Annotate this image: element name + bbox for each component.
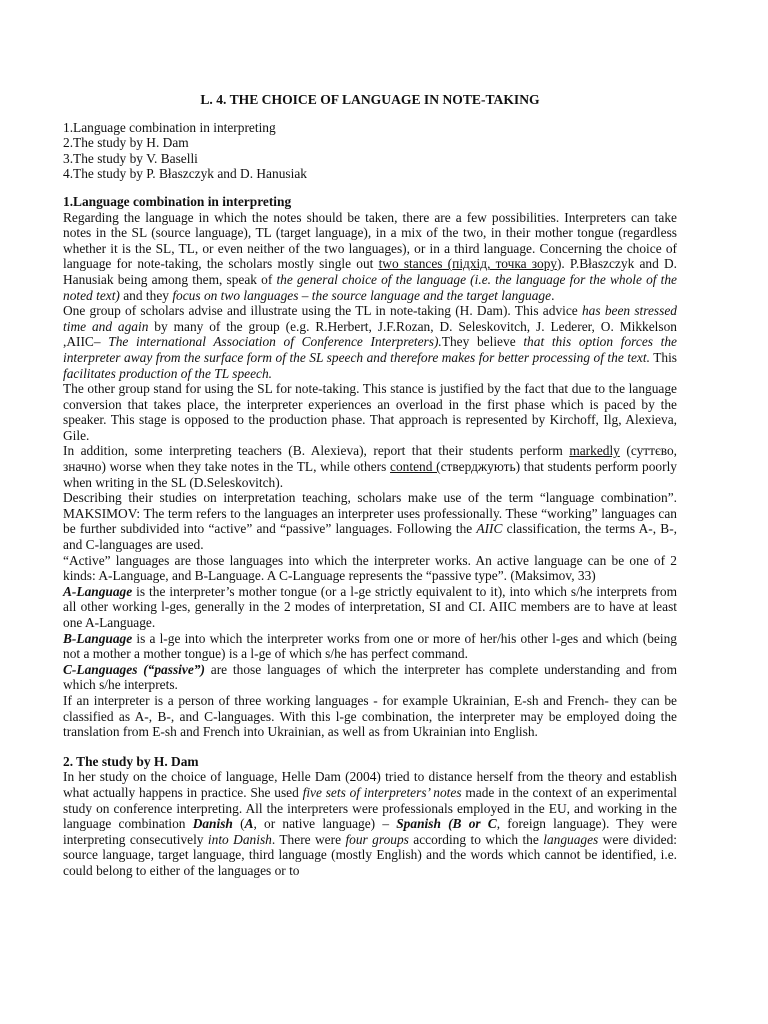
underlined-text: підхід, точка зору bbox=[452, 256, 557, 272]
paragraph bbox=[63, 584, 677, 631]
bold-italic-text: Danish bbox=[192, 816, 233, 832]
term-heading: C-Languages (“passive”) bbox=[63, 661, 205, 677]
underlined-text: markedly bbox=[569, 443, 620, 459]
toc-item: 2.The study by H. Dam bbox=[63, 135, 189, 151]
paragraph bbox=[63, 631, 677, 662]
document-page bbox=[63, 92, 677, 879]
text-run: by many of the group (e.g. R.Herbert, J.F.Rozan, D. Seleskovitch, J. Lederer, O. Mikkelson ,AIIC– bbox=[63, 318, 677, 350]
page-title: L. 4. THE CHOICE OF LANGUAGE IN NOTE-TAKING bbox=[200, 92, 540, 107]
italic-text: the general choice of the language (i.e. the language for the whole of the noted text) bbox=[63, 271, 678, 303]
paragraph: If an interpreter is a person of three working languages - for example Ukrainian, E-sh and French- they can be classified as A-, B-, and C-languages. With this l-ge combination, the interpreter may be employed doing the translation from E-sh and French into Ukrainian, as well as from Ukrainian into English. bbox=[63, 692, 677, 740]
text-run: . There were bbox=[271, 831, 346, 847]
italic-text: AIIC bbox=[476, 521, 503, 537]
paragraph bbox=[63, 662, 677, 693]
paragraph bbox=[63, 769, 677, 878]
italic-text: five sets of interpreters’ notes bbox=[302, 784, 462, 800]
italic-text: facilitates production of the TL speech. bbox=[63, 365, 273, 381]
text-run: were divided: source language, target language, third language (mostly English) and the words which cannot be identified, i.e. could belong to either of the languages or to bbox=[63, 831, 677, 878]
table-of-contents bbox=[63, 120, 677, 182]
text-run: They believe bbox=[441, 334, 524, 350]
text-run: is a l-ge into which the interpreter works from one or more of her/his other l-ges and which (being not a mother a mother tongue) is a l-ge of which s/he has perfect command. bbox=[63, 630, 677, 662]
underlined-text: two stances ( bbox=[378, 256, 453, 272]
text-run: , or native language) – bbox=[253, 816, 397, 832]
text-run: and they bbox=[119, 287, 173, 303]
text-run: made in the context of an experimental study on conference interpreting. All the interpreters were professionals employed in the EU, and working in the language combination bbox=[63, 784, 677, 832]
paragraph bbox=[63, 210, 677, 304]
bold-italic-text: A bbox=[244, 816, 254, 832]
italic-text: four groups bbox=[345, 831, 409, 847]
toc-item: 1.Language combination in interpreting bbox=[63, 119, 276, 135]
paragraph bbox=[63, 303, 677, 381]
text-run: In addition, some interpreting teachers (B. Alexieva), report that their students perform bbox=[63, 443, 570, 459]
section-heading: 1.Language combination in interpreting bbox=[63, 193, 292, 209]
italic-text: into Danish bbox=[207, 831, 272, 847]
paragraph bbox=[63, 443, 677, 490]
term-heading: B-Language bbox=[63, 630, 133, 646]
text-run: are those languages of which the interpreter has complete understanding and from which s/he interprets. bbox=[63, 661, 677, 693]
italic-text: The international Association of Conference Interpreters). bbox=[108, 334, 442, 350]
text-run: according to which the bbox=[408, 831, 544, 847]
term-heading: A-Language bbox=[63, 583, 133, 599]
text-run: (суттєво, значно) worse when they take notes in the TL, while others bbox=[63, 443, 678, 475]
text-run: . bbox=[551, 287, 555, 303]
paragraph bbox=[63, 490, 677, 552]
text-run: стверджують) that students perform poorly when writing in the SL (D.Seleskovitch). bbox=[63, 459, 677, 490]
italic-text: that this option forces the interpreter away from the surface form of the SL speech and therefore makes for better processing of the text. bbox=[63, 334, 678, 365]
paragraph: The other group stand for using the SL for note-taking. This stance is justified by the fact that due to the language conversion that takes place, the interpreter experiences an overload in the first phase which is paced by the speaker. This stage is opposed to the production phase. That approach is represented by Kirchoff, Ilg, Alexieva, Gile. bbox=[63, 381, 677, 443]
bold-italic-text: Spanish (B or C bbox=[396, 816, 497, 832]
text-run: Describing their studies on interpretation teaching, scholars make use of the term “language combination”. MAKSIMOV: The term refers to the languages an interpreter uses professionally. These “working” languages can be further subdivided into “active” and “passive” languages. Following the bbox=[63, 490, 677, 537]
text-run: classification, the terms A-, B-, and C-languages are used. bbox=[63, 521, 678, 553]
italic-text: has been stressed time and again bbox=[63, 303, 677, 334]
text-run: This bbox=[649, 349, 678, 365]
toc-item: 4.The study by P. Błaszczyk and D. Hanusiak bbox=[63, 166, 307, 182]
paragraph: “Active” languages are those languages into which the interpreter works. An active language can be one of 2 kinds: A-Language, and B-Language. A C-Language represents the “passive type”. (Maksimov, 33) bbox=[63, 552, 677, 584]
text-run: In her study on the choice of language, Helle Dam (2004) tried to distance herself from the theory and establish what actually happens in practice. She used bbox=[63, 769, 677, 800]
italic-text: languages bbox=[543, 831, 599, 847]
section-heading: 2. The study by H. Dam bbox=[63, 753, 199, 769]
italic-text: focus on two languages – the source language and the target language bbox=[172, 287, 552, 303]
text-run: is the interpreter’s mother tongue (or a l-ge strictly equivalent to it), into which s/he interprets from all other working l-ges, generally in the 2 modes of interpretation, SI and CI. AIIC members are to have at least one A-Language. bbox=[63, 583, 677, 630]
text-run: One group of scholars advise and illustrate using the TL in note-taking (H. Dam). This advice bbox=[63, 303, 582, 319]
text-run: ( bbox=[232, 816, 245, 832]
spacer bbox=[63, 740, 677, 754]
text-run: , foreign language). They were interpreting consecutively bbox=[63, 816, 678, 847]
text-run: ). P.Błaszczyk and D. Hanusiak being among them, speak of bbox=[63, 256, 677, 287]
underlined-text: contend ( bbox=[390, 459, 441, 475]
text-run: Regarding the language in which the notes should be taken, there are a few possibilities. Interpreters can take notes in the SL (source language), TL (target language), in a mix of the two, in their mother tongue (regardless whether it is the SL, TL, or even neither of the two languages), or in a third language. Concerning the choice of language for note-taking, the scholars mostly single out bbox=[63, 209, 677, 272]
toc-item: 3.The study by V. Baselli bbox=[63, 150, 198, 166]
